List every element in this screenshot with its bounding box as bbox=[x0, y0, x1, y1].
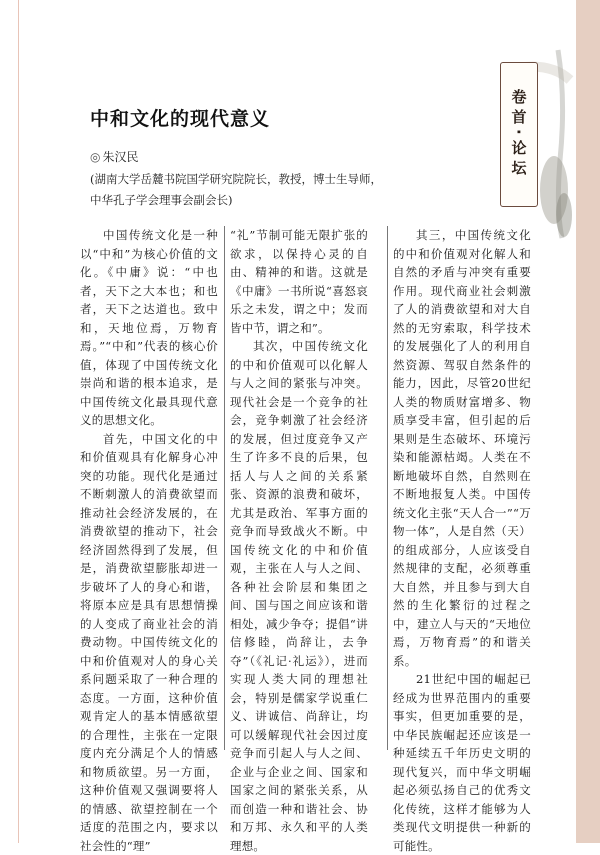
bullet-icon: ◎ bbox=[90, 150, 100, 164]
paragraph: 其三，中国传统文化的中和价值观对化解人和自然的矛盾与冲突有重要作用。现代商业社会刺激了人的消费欲望和对大自然的无穷索取，科学技术的发展强化了人的利用自然资源、驾驭自然条件的能力，因此，尽管20世纪人类的物质财富增多、物质享受丰富，但引起的后果则是生态破坏、环境污染和能源枯竭。人类在不断地破坏自然，自然则在不断地报复人类。中国传统文化主张“天人合一”“万物一体”，人是自然（天）的组成部分，人应该受自然规律的支配，必须尊重大自然，并且参与到大自然的生化繁衍的过程之中，建立人与天的“天地位焉，万物育焉”的和谐关系。 bbox=[393, 226, 531, 670]
paragraph: 中国传统文化是一种以“中和”为核心价值的文化。《中庸》说：“中也者，天下之大本也；和也者，天下之达道也。致中和，天地位焉，万物育焉。”“中和”代表的核心价值，体现了中国传统文化崇尚和谐的根本追求，是中国传统文化最具现代意义的思想文化。 bbox=[80, 226, 218, 430]
paragraph: 21世纪中国的崛起已经成为世界范围内的重要事实，但更加重要的是，中华民族崛起还应该是一种延续五千年历史文明的现代复兴，而中华文明崛起必须弘扬自己的优秀文化传统，这样才能够为人类现代文明提供一种新的可能性。 bbox=[393, 670, 531, 855]
section-label-box bbox=[500, 62, 538, 207]
author-name: 朱汉民 bbox=[102, 150, 138, 164]
section-label: 卷首·论坛 bbox=[509, 89, 530, 180]
text-column-2 bbox=[230, 226, 368, 855]
column-divider bbox=[387, 226, 388, 750]
affiliation-line: (湖南大学岳麓书院国学研究院院长，教授，博士生导师， bbox=[90, 169, 490, 190]
author-byline bbox=[90, 148, 139, 165]
right-edge-band bbox=[576, 0, 600, 843]
article-title: 中和文化的现代意义 bbox=[90, 104, 270, 131]
affiliation-line: 中华孔子学会理事会副会长) bbox=[90, 190, 490, 211]
paragraph: 首先，中国文化的中和价值观具有化解身心冲突的功能。现代化是通过不断刺激人的消费欲望而推动社会经济发展的，在消费欲望的推动下，社会经济固然得到了发展，但是，消费欲望膨胀却进一步破坏了人的身心和谐，将原本应是具有思想情操的人变成了商业社会的消费动物。中国传统文化的中和价值观对人的身心关系问题采取了一种合理的态度。一方面，这种价值观肯定人的基本情感欲望的合理性，主张在一定限度内充分满足个人的情感和物质欲望。另一方面，这种价值观又强调要将人的情感、欲望控制在一个适度的范围之内，要求以社会性的“理” bbox=[80, 430, 218, 855]
author-affiliation bbox=[90, 169, 490, 210]
left-margin-rule bbox=[18, 0, 19, 843]
text-column-1 bbox=[80, 226, 218, 855]
paragraph: “礼”节制可能无限扩张的欲求，以保持心灵的自由、精神的和谐。这就是《中庸》一书所说“喜怒哀乐之未发，谓之中；发而皆中节，谓之和”。 bbox=[230, 226, 368, 337]
column-divider bbox=[224, 226, 225, 750]
text-column-3 bbox=[393, 226, 531, 855]
paragraph: 其次，中国传统文化的中和价值观可以化解人与人之间的紧张与冲突。现代社会是一个竞争的社会，竞争刺激了社会经济的发展，但过度竞争又产生了许多不良的后果，包括人与人之间的关系紧张、资源的浪费和破坏，尤其是政治、军事方面的竞争而导致战火不断。中国传统文化的中和价值观，主张在人与人之间、各种社会阶层和集团之间、国与国之间应该和谐相处，减少争夺；提倡“讲信修睦，尚辞让，去争夺”（《礼记·礼运》），进而实现人类大同的理想社会，特别是儒家学说重仁义、讲诚信、尚辞让，均可以缓解现代社会因过度竞争而引起人与人之间、企业与企业之间、国家和国家之间的紧张关系，从而创造一种和谐社会、协和万邦、永久和平的人类理想。 bbox=[230, 337, 368, 855]
